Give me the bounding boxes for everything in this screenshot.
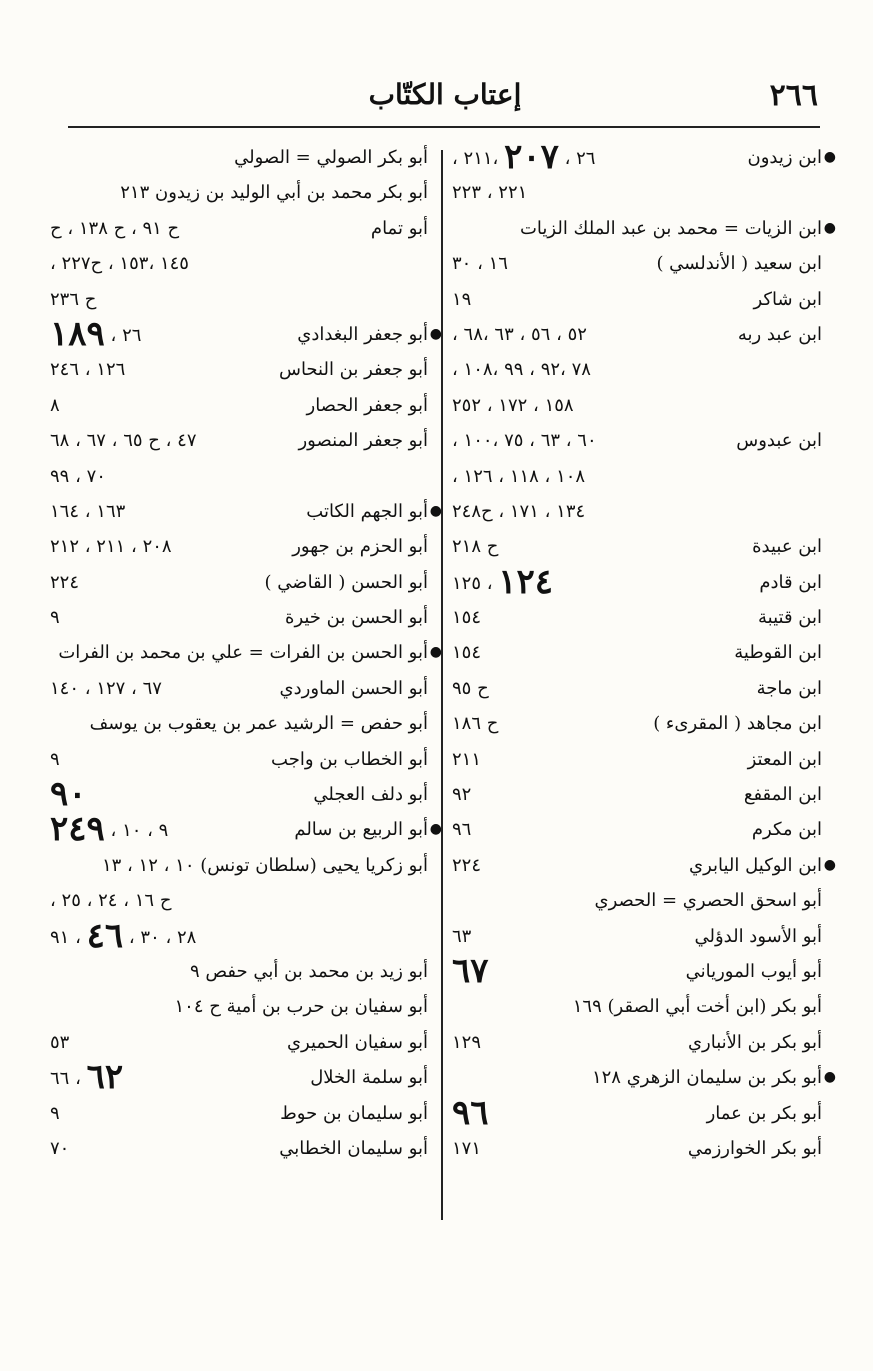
entry-pages [452,742,481,777]
index-entry [452,246,822,281]
bullet-icon: ● [429,644,442,661]
page-refs: ح ١٦ ، ٢٤ ، ٢٥ ، [50,890,172,912]
index-entry [50,848,428,883]
index-entry [50,883,428,918]
index-column-right [452,137,836,1166]
page-refs: ٢٢٤ [452,854,482,876]
index-entry [50,565,428,600]
main-page-ref: ٩٦ [452,1092,489,1133]
entry-pages [452,282,471,317]
entry-name: أبو بكر الخوارزمي [687,1137,822,1159]
entry-pages [452,950,489,991]
bullet-icon: ● [429,325,442,342]
page-refs: ٦٠ ، ٦٣ ، ٧٥ ،١٠٠ ، [452,430,597,452]
index-entry [452,175,822,210]
entry-pages [452,137,596,177]
page-header [70,72,820,124]
page-refs: ١٠٨ ، ١١٨ ، ١٢٦ ، [452,465,586,487]
page-refs: ٩ ، ١٠ ، [104,820,169,842]
page-refs: ١٥٤ [452,607,482,629]
bullet-icon: ● [823,856,836,873]
entry-pages [50,600,60,635]
main-page-ref: ١٢٤ [498,561,554,602]
entry-pages [452,919,471,954]
entry-pages [452,561,554,602]
entry-pages [50,671,162,706]
index-entry [452,459,822,494]
entry-pages [452,812,471,847]
index-entry [452,494,822,529]
entry-pages [452,352,591,387]
entry-name: أبو جعفر بن النحاس [278,359,428,381]
main-page-ref: ٦٧ [452,950,489,991]
entry-pages [452,706,498,741]
page-refs: ٨ [50,394,60,416]
entry-pages [50,742,60,777]
entry-pages [50,774,87,815]
page-refs-after: ،٢١١ ، [452,148,505,169]
entry-name: ابن عبد ربه [737,323,822,345]
index-entry [452,423,822,458]
entry-name: ابن الوكيل اليابري [688,854,822,876]
bullet-icon: ● [823,1069,836,1086]
entry-pages [50,388,60,423]
entry-name: ابن قتيبة [758,607,822,629]
index-entry [452,883,822,918]
entry-name: أبو سفيان بن حرب بن أمية ح ١٠٤ [174,996,428,1018]
index-entry [452,1131,822,1166]
page-refs-after: ، ١٢٥ [452,572,499,594]
index-entry [452,671,822,706]
entry-pages [50,883,171,918]
entry-name: أبو الحسن بن الفرات = علي بن محمد بن الفرات [58,642,428,664]
page-refs: ١٣٤ ، ١٧١ ، ح٢٤٨ [452,500,586,522]
page-refs: ٤٧ ، ح ٦٥ ، ٦٧ ، ٦٨ [50,430,197,452]
entry-pages [452,175,527,210]
bullet-icon: ● [429,821,442,838]
page-refs: ٩٢ [452,784,472,806]
index-entry [452,742,822,777]
page-refs: ٢٢١ ، ٢٢٣ [452,182,528,204]
index-entry [50,1131,428,1166]
index-entry [452,989,822,1024]
entry-name: أبو جعفر المنصور [298,430,428,452]
index-entry [50,459,428,494]
index-entry [50,1057,428,1098]
page-refs: ٥٣ [50,1031,70,1053]
entry-name: أبو بكر محمد بن أبي الوليد بن زيدون ٢١٣ [120,182,428,204]
entry-pages [452,494,585,529]
entry-name: أبو سليمان بن حوط [280,1102,428,1124]
entry-name: أبو الجهم الكاتب [306,500,428,522]
bullet-icon: ● [429,502,442,519]
index-entry [452,600,822,635]
entry-pages [50,1131,69,1166]
entry-name: أبو الخطاب بن واجب [271,748,428,770]
index-entry [452,950,822,991]
index-entry [452,706,822,741]
index-entry [50,246,428,281]
entry-name: ابن مكرم [751,819,822,841]
main-page-ref: ١٨٩ [50,313,105,354]
entry-pages [452,777,471,812]
entry-name: أبو الحزم بن جهور [292,536,428,558]
index-entry [50,175,428,210]
entry-name: أبو بكر (ابن أخت أبي الصقر) ١٦٩ [572,996,822,1018]
page-refs: ٧٠ [50,1137,70,1159]
index-entry [50,282,428,317]
entry-name: ابن شاكر [753,288,822,310]
entry-pages [50,529,172,564]
entry-name: ابن زيدون [747,147,822,168]
index-entry [452,211,836,246]
entry-name: ابن القوطية [734,642,822,664]
entry-pages [452,529,498,564]
entry-pages [452,1131,481,1166]
index-entry [452,812,822,847]
entry-name: ابن ماجة [756,677,822,699]
page-refs: ٢٢٤ [50,571,80,593]
entry-pages [50,915,197,956]
page-refs: ٦٣ [452,925,472,947]
page-refs: ٦٧ ، ١٢٧ ، ١٤٠ [50,677,162,699]
index-entry [50,529,428,564]
page-refs: ١٦٣ ، ١٦٤ [50,500,126,522]
entry-name: أبو بكر بن عمار [706,1102,822,1124]
entry-name: أبو الحسن ( القاضي ) [264,571,428,593]
index-entry [50,211,428,246]
entry-name: أبو سلمة الخلال [310,1067,428,1089]
index-entry [452,919,822,954]
page-refs: ٢٦ ، [558,148,596,169]
entry-name: أبو الحسن الماوردي [279,677,428,699]
index-entry [50,809,442,850]
index-entry [50,742,428,777]
entry-name: أبو بكر الصولي = الصولي [234,147,428,168]
page-refs-after: ، ٩١ [50,926,87,948]
entry-name: أبو الأسود الدؤلي [694,925,822,947]
entry-name: أبو تمام [370,217,428,239]
page-refs: ٢٦ ، [104,324,142,346]
main-page-ref: ٢٤٩ [50,809,105,850]
index-entry [50,423,428,458]
entry-name: ابن سعيد ( الأندلسي ) [656,253,822,275]
entry-name: ابن عبيدة [752,536,822,558]
entry-pages [452,671,489,706]
entry-pages [50,282,96,317]
page-refs: ح ٩٥ [452,677,489,699]
page-number: ٢٦٦ [769,78,818,113]
page-refs: ١٤٥ ،١٥٣ ، ح٢٢٧ ، [50,253,189,275]
page-refs: ٢١١ [452,748,482,770]
header-rule [68,126,820,128]
entry-pages [452,600,481,635]
main-page-ref: ٩٠ [50,774,87,815]
entry-pages [452,423,597,458]
entry-pages [452,459,585,494]
index-entry [452,848,836,883]
index-entry [50,1096,428,1131]
page-refs: ٩٦ [452,819,472,841]
entry-name: أبو دلف العجلي [313,784,428,806]
index-entry [452,317,822,352]
index-entry [452,529,822,564]
bullet-icon: ● [823,219,836,236]
entry-pages [50,1025,69,1060]
page-title: إعتاب الكتّاب [368,78,522,111]
entry-name: أبو أيوب المورياني [685,960,822,982]
page-refs: ح ٩١ ، ح ١٣٨ ، ح [50,217,180,239]
entry-pages [50,1096,60,1131]
entry-name: ابن المعتز [747,748,822,770]
entry-name: أبو الحسن بن خيرة [285,607,428,629]
entry-name: أبو زكريا يحيى (سلطان تونس) ١٠ ، ١٢ ، ١٣ [101,854,428,876]
index-entry [50,989,428,1024]
entry-name: أبو جعفر الحصار [306,394,428,416]
index-entry [452,282,822,317]
entry-pages [50,494,125,529]
entry-pages [452,848,481,883]
index-entry [452,777,822,812]
entry-name: أبو جعفر البغدادي [297,323,428,345]
main-page-ref: ٢٠٧ [504,137,559,177]
page-refs: ١٩ [452,288,472,310]
page-refs: ٧٠ ، ٩٩ [50,465,106,487]
page-refs: ٥٢ ، ٥٦ ، ٦٣ ،٦٨ ، [452,323,587,345]
index-entry [50,600,428,635]
entry-name: أبو سفيان الحميري [286,1031,428,1053]
entry-name: أبو اسحق الحصري = الحصري [594,890,822,912]
index-entry [50,352,428,387]
page-refs: ١٢٩ [452,1031,482,1053]
page-refs: ٢٨ ، ٣٠ ، [123,926,197,948]
page-refs: ٩ [50,607,60,629]
entry-name: أبو بكر بن الأنباري [687,1031,822,1053]
index-entry [452,137,836,177]
entry-pages [50,423,197,458]
entry-name: ابن المقفع [743,784,822,806]
page-refs: ١٦ ، ٣٠ [452,253,508,275]
page-refs: ح ١٨٦ [452,713,499,735]
index-entry [452,635,822,670]
index-entry [452,561,822,602]
entry-name: أبو الربيع بن سالم [294,819,428,841]
entry-pages [452,388,574,423]
entry-pages [50,809,169,850]
entry-name: ابن مجاهد ( المقرىء ) [653,713,822,735]
page-refs: ح ٢٣٦ [50,288,97,310]
page-refs: ٩ [50,1102,60,1124]
entry-pages [50,565,79,600]
entry-pages [50,1057,124,1098]
index-entry [50,635,442,670]
main-page-ref: ٦٢ [86,1057,124,1098]
page-refs: ٢٠٨ ، ٢١١ ، ٢١٢ [50,536,172,558]
index-entry [50,915,428,956]
page-refs: ١٢٦ ، ٢٤٦ [50,359,126,381]
entry-pages [50,459,106,494]
index-entry [452,388,822,423]
page-refs: ١٥٨ ، ١٧٢ ، ٢٥٢ [452,394,574,416]
page-refs: ١٧١ [452,1137,482,1159]
entry-pages [50,313,142,354]
index-entry [50,494,442,529]
index-entry [452,1060,836,1095]
entry-pages [50,246,189,281]
index-entry [50,1025,428,1060]
column-divider [441,150,443,1220]
index-entry [452,1092,822,1133]
index-entry [50,671,428,706]
page-refs-after: ، ٦٦ [50,1068,87,1090]
index-entry [50,313,442,354]
index-entry [452,352,822,387]
index-entry [50,388,428,423]
entry-name: ابن قادم [759,571,822,593]
entry-name: أبو حفص = الرشيد عمر بن يعقوب بن يوسف [89,713,428,735]
index-entry [50,140,428,175]
entry-pages [452,635,481,670]
entry-pages [50,352,125,387]
entry-pages [452,1092,489,1133]
entry-name: ابن الزيات = محمد بن عبد الملك الزيات [519,217,822,239]
main-page-ref: ٤٦ [86,915,124,956]
index-entry [452,1025,822,1060]
entry-name: أبو بكر بن سليمان الزهري ١٢٨ [591,1067,822,1089]
entry-pages [452,246,508,281]
entry-name: أبو زيد بن محمد بن أبي حفص ٩ [189,960,428,982]
page-refs: ٧٨ ،٩٢ ، ٩٩ ،١٠٨ ، [452,359,591,381]
index-entry [50,954,428,989]
entry-name: أبو سليمان الخطابي [279,1137,428,1159]
page-refs: ح ٢١٨ [452,536,499,558]
page-refs: ١٥٤ [452,642,482,664]
index-entry [50,706,428,741]
entry-name: ابن عبدوس [736,430,822,452]
index-column-left [50,140,442,1166]
page-refs: ٩ [50,748,60,770]
entry-pages [452,1025,481,1060]
entry-pages [50,211,179,246]
bullet-icon: ● [823,149,836,165]
index-entry [50,774,428,815]
entry-pages [452,317,587,352]
